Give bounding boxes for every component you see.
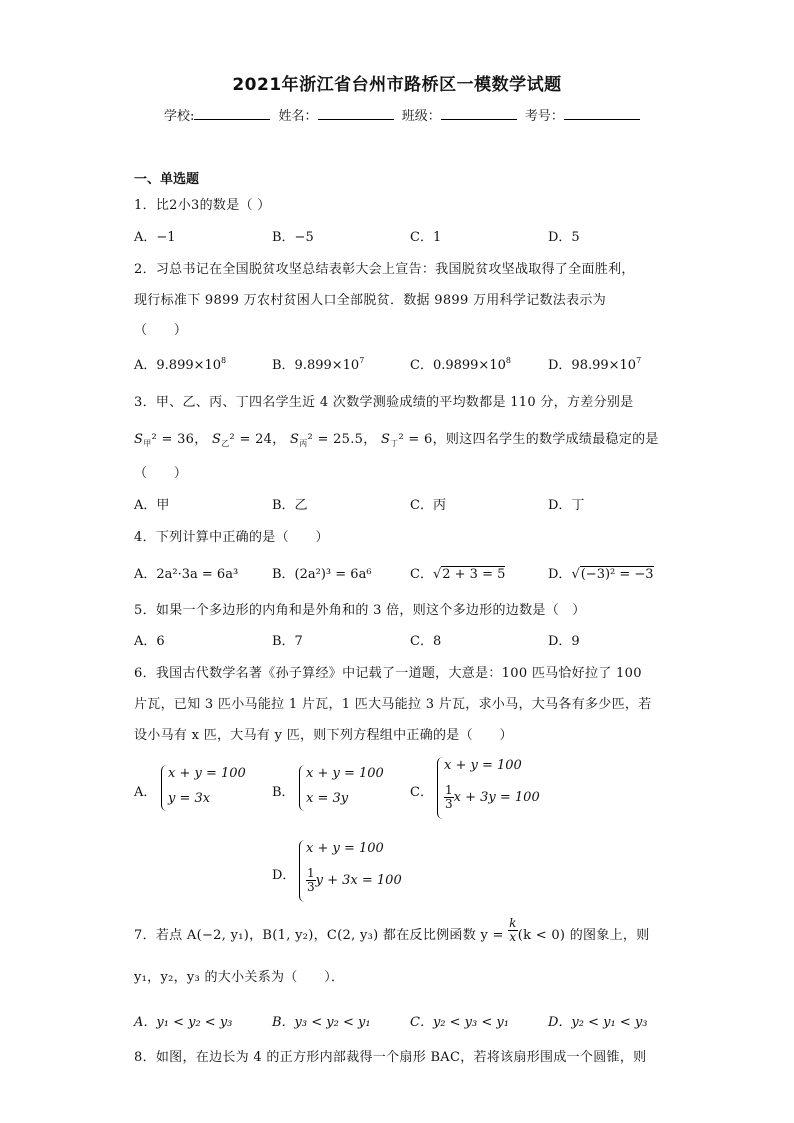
q3-s2: S [211,432,222,447]
q3-s3-val: ² = 25.5， [307,432,377,447]
q2-d-exp: 7 [636,356,642,365]
sqrt-icon: √ [432,567,442,582]
frac-num: k [509,916,517,930]
q6-option-b[interactable]: B． [272,785,295,800]
q6-line1: 6．我国古代数学名著《孙子算经》中记载了一道题，大意是：100 匹马恰好拉了 100 [134,666,642,681]
q3-s1-val: ² = 36， [151,432,208,447]
q3-line3: （ ） [134,466,188,481]
q3-option-c[interactable]: C．丙 [410,498,446,513]
q3-line2 [134,428,659,449]
name-blank[interactable] [318,107,394,120]
q1-option-d[interactable]: D．5 [548,230,580,245]
q2-option-d[interactable] [548,354,641,373]
q2-a-exp: 8 [221,356,227,365]
q7-line1 [134,916,650,944]
q6-line2: 片瓦，已知 3 匹小马能拉 1 片瓦，1 匹大马能拉 3 片瓦，求小马，大马各有多少匹，若 [134,697,652,712]
frac-den: x [509,930,517,944]
q5-stem: 5．如果一个多边形的内角和是外角和的 3 倍，则这个多边形的边数是（ ） [134,603,586,618]
q4-d-expr: (−3)² = −3 [580,567,654,582]
q5-option-c[interactable]: C．8 [410,634,442,649]
class-label: 班级： [401,109,441,124]
q3-line1: 3．甲、乙、丙、丁四名学生近 4 次数学测验成绩的平均数都是 110 分，方差分别是 [134,395,634,410]
q2-c-exp: 8 [505,356,511,365]
q3-option-b[interactable]: B．乙 [272,498,308,513]
q2-option-a[interactable] [134,354,226,373]
q7-frac [508,917,518,944]
q7-line2: y₁，y₂，y₃ 的大小关系为（ ）． [134,970,345,985]
q4-c-prefix: C． [410,567,433,582]
q2-line2: 现行标准下 9899 万农村贫困人口全部脱贫．数据 9899 万用科学记数法表示为 [134,293,606,308]
q2-b-text: B．9.899×10 [272,358,360,373]
q7-line1-end: (k < 0) 的图象上，则 [517,928,650,943]
q7-option-b[interactable]: B．y₃ < y₂ < y₁ [272,1015,371,1030]
q3-s1: S [134,432,144,447]
q4-stem: 4．下列计算中正确的是（ ） [134,530,329,545]
q6-d-eq1: x + y = 100 [306,841,384,856]
q2-c-text: C．0.9899×10 [410,358,506,373]
q1-stem: 1．比2小3的数是（ ） [134,198,271,213]
q7-option-d[interactable]: D．y₂ < y₁ < y₃ [548,1015,648,1030]
brace-icon [299,765,306,811]
q6-option-d[interactable]: D． [272,868,296,883]
q7-line1-text: 7．若点 A(−2, y₁)，B(1, y₂)，C(2, y₃) 都在反比例函数 y = [134,928,509,943]
q7-option-a[interactable]: A．y₁ < y₂ < y₃ [134,1015,233,1030]
q2-option-b[interactable] [272,354,364,373]
frac-num: 1 [307,866,315,880]
q2-b-exp: 7 [359,356,365,365]
q3-s2-val: ² = 24， [229,432,286,447]
q4-option-c[interactable] [410,563,505,582]
q6-a-eq2: y = 3x [168,791,211,806]
q3-option-d[interactable]: D．丁 [548,498,585,513]
q4-option-a[interactable]: A．2a²·3a = 6a³ [134,567,239,582]
q3-option-a[interactable]: A．甲 [134,498,170,513]
name-label: 姓名： [278,109,318,124]
school-blank[interactable] [194,107,270,120]
page-title: 2021年浙江省台州市路桥区一模数学试题 [232,75,562,95]
q2-d-text: D．98.99×10 [548,358,637,373]
q1-option-b[interactable]: B．−5 [272,230,314,245]
q1-option-a[interactable]: A．−1 [134,230,176,245]
q3-s3: S [289,432,300,447]
frac-num: 1 [445,783,453,797]
q6-line3: 设小马有 x 匹，大马有 y 匹，则下列方程组中正确的是（ ） [134,728,513,743]
q6-c-eq2-text: x + 3y = 100 [453,790,540,805]
q6-c-frac [444,784,454,811]
q2-line1: 2．习总书记在全国脱贫攻坚总结表彰大会上宣告：我国脱贫攻坚战取得了全面胜利， [134,262,635,277]
q4-option-d[interactable] [548,563,654,582]
frac-den: 3 [445,797,453,811]
q5-option-a[interactable]: A．6 [134,634,165,649]
q5-option-d[interactable]: D．9 [548,634,580,649]
brace-icon [161,765,168,811]
q3-s2-sub: 乙 [221,439,230,448]
q6-d-eq2 [306,867,402,894]
exam-no-blank[interactable] [564,107,640,120]
section-heading: 一、单选题 [134,172,200,187]
q6-d-frac [306,867,316,894]
q3-s4: S [380,432,391,447]
q3-s4-sub: 丁 [390,439,399,448]
brace-icon [437,757,444,819]
q1-option-c[interactable]: C．1 [410,230,442,245]
q4-option-b[interactable]: B．(2a²)³ = 6a⁶ [272,567,372,582]
q6-d-eq2-text: y + 3x = 100 [315,873,402,888]
q3-s3-sub: 丙 [299,439,308,448]
q5-option-b[interactable]: B．7 [272,634,303,649]
q7-option-c[interactable]: C．y₂ < y₃ < y₁ [410,1015,509,1030]
q6-c-eq1: x + y = 100 [444,758,522,773]
q6-option-c[interactable]: C． [410,785,433,800]
q6-a-eq1: x + y = 100 [168,766,246,781]
brace-icon [299,840,306,902]
exam-no-label: 考号： [524,109,564,124]
q2-line3: （ ） [134,323,188,338]
q8-line1: 8．如图，在边长为 4 的正方形内部裁得一个扇形 BAC，若将该扇形围成一个圆锥，则 [134,1050,647,1065]
class-blank[interactable] [441,107,517,120]
q4-d-prefix: D． [548,567,572,582]
q2-option-c[interactable] [410,354,511,373]
q6-c-eq2 [444,784,540,811]
frac-den: 3 [307,880,315,894]
q3-s4-val: ² = 6，则这四名学生的数学成绩最稳定的是 [398,432,659,447]
q4-c-expr: 2 + 3 = 5 [442,567,506,582]
q2-a-text: A．9.899×10 [134,358,222,373]
school-label: 学校: [164,109,195,124]
q6-b-eq2: x = 3y [306,791,349,806]
exam-meta [164,105,644,124]
q3-s1-sub: 甲 [143,439,152,448]
q6-option-a[interactable]: A． [134,785,157,800]
q6-b-eq1: x + y = 100 [306,766,384,781]
sqrt-icon: √ [571,567,580,582]
